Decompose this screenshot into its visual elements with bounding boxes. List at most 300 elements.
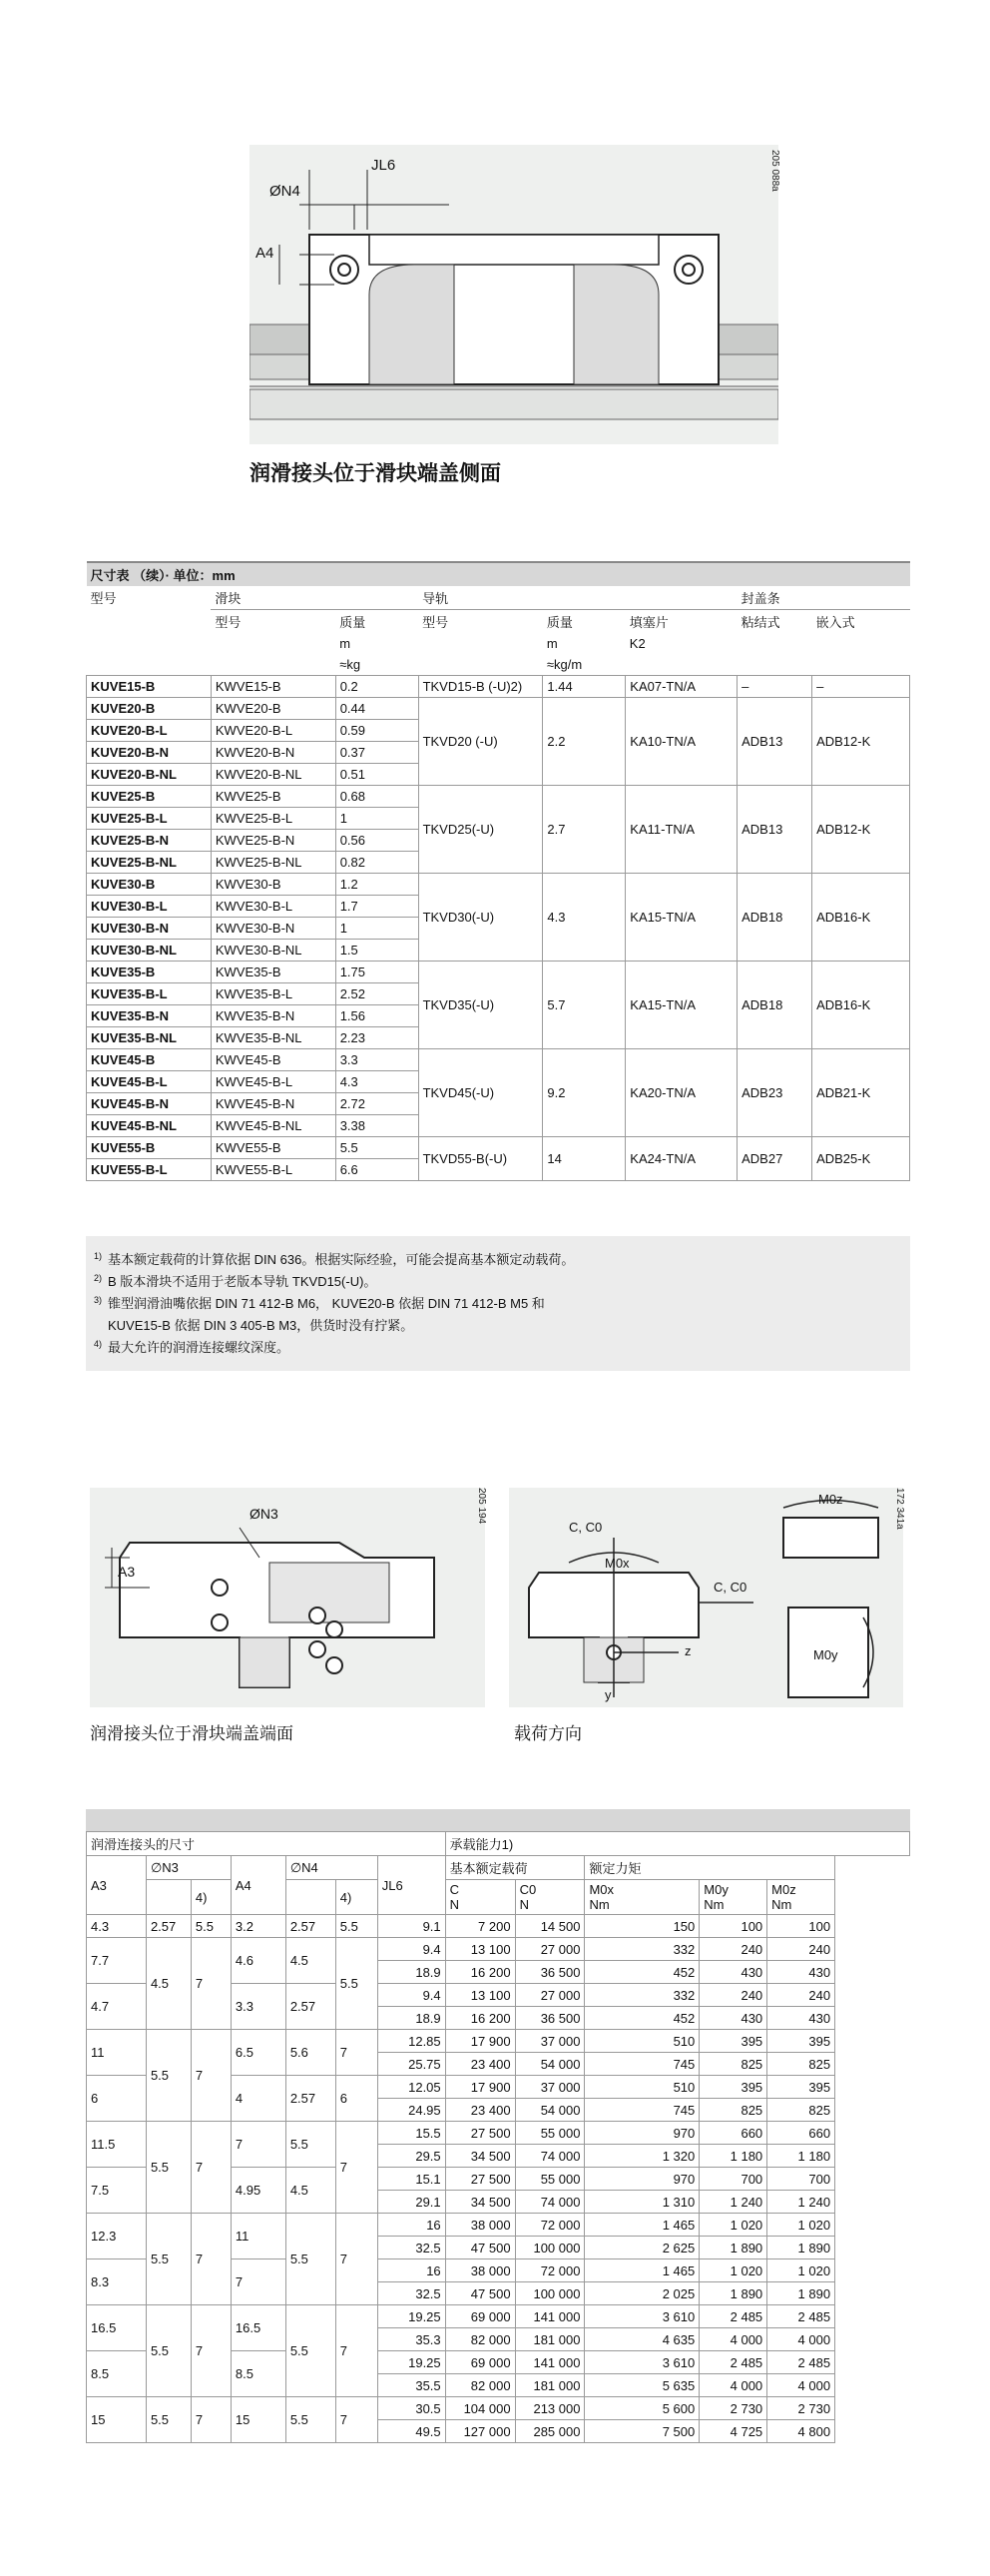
model-cell: KUVE20-B <box>87 698 212 720</box>
n4-cell: 5.5 <box>285 2122 335 2168</box>
block-mass-cell: 2.52 <box>335 983 418 1005</box>
plug-cell: KA07-TN/A <box>626 676 738 698</box>
table2-cell: 150 <box>585 1915 700 1938</box>
inlay-cell: ADB12-K <box>812 786 910 874</box>
a4-cell: 7 <box>231 2259 285 2305</box>
n4-cell: 5.6 <box>285 2030 335 2076</box>
h-jl6: JL6 <box>377 1856 445 1915</box>
a3-cell: 16.5 <box>87 2305 147 2351</box>
model-cell: KUVE25-B-NL <box>87 852 212 874</box>
table2-cell: 12.05 <box>377 2076 445 2099</box>
table2-cell: 9.4 <box>377 1938 445 1961</box>
block-end-drawing <box>90 1488 485 1707</box>
block-mass-cell: 1 <box>335 808 418 830</box>
table2-cell: 2 485 <box>700 2305 767 2328</box>
n3b-cell: 7 <box>191 2305 231 2397</box>
inlay-cell: ADB25-K <box>812 1137 910 1181</box>
rail-model-cell: TKVD25(-U) <box>418 786 543 874</box>
h-cover: 封盖条 <box>738 586 910 610</box>
figure1-code: 205 088a <box>769 150 780 192</box>
table1-row <box>87 874 910 896</box>
table2-cell: 27 500 <box>445 2168 515 2191</box>
table2-cell: 452 <box>585 2007 700 2030</box>
n3-cell: 5.5 <box>146 2397 191 2443</box>
block-mass-cell: 3.38 <box>335 1115 418 1137</box>
n3-cell: 5.5 <box>146 2030 191 2122</box>
a4-cell: 16.5 <box>231 2305 285 2351</box>
h-a3: A3 <box>87 1856 147 1915</box>
h-c-unit: N <box>449 1897 460 1912</box>
table2-cell: 332 <box>585 1938 700 1961</box>
table2-cell: 4 800 <box>767 2420 835 2443</box>
n3-cell: 5.5 <box>146 2122 191 2214</box>
block-model-cell: KWVE20-B-N <box>211 742 335 764</box>
block-model-cell: KWVE45-B-L <box>211 1071 335 1093</box>
h-plug: 填塞片 <box>629 615 669 630</box>
table2-cell: 825 <box>767 2053 835 2076</box>
table2-cell: 2 485 <box>767 2305 835 2328</box>
table2-row <box>87 2305 910 2328</box>
table1-row <box>87 1049 910 1071</box>
block-mass-cell: 5.5 <box>335 1137 418 1159</box>
n4-label: ØN4 <box>269 183 300 200</box>
table2-cell: 395 <box>700 2076 767 2099</box>
h-rail-model: 型号 <box>422 615 449 630</box>
rail-mass-cell: 1.44 <box>543 676 626 698</box>
table2-cell: 13 100 <box>445 1984 515 2007</box>
l6-label: JL6 <box>371 157 396 174</box>
model-cell: KUVE25-B <box>87 786 212 808</box>
a3-cell: 15 <box>87 2397 147 2443</box>
model-cell: KUVE35-B <box>87 962 212 983</box>
table1-notes <box>86 1236 910 1371</box>
table2-cell: 700 <box>700 2168 767 2191</box>
model-cell: KUVE55-B <box>87 1137 212 1159</box>
plug-cell: KA24-TN/A <box>626 1137 738 1181</box>
table2-cell: 69 000 <box>445 2305 515 2328</box>
table2-cell: 1 890 <box>700 2237 767 2259</box>
y-axis-label: y <box>605 1687 612 1702</box>
h-block-model: 型号 <box>215 615 242 630</box>
h-a4: A4 <box>231 1856 285 1915</box>
rail-mass-cell: 14 <box>543 1137 626 1181</box>
table2-cell: 745 <box>585 2053 700 2076</box>
h-block-mass: 质量 <box>339 615 366 630</box>
table2-cell: 2.57 <box>146 1915 191 1938</box>
block-model-cell: KWVE55-B <box>211 1137 335 1159</box>
note-mark-2: 2) <box>94 1272 103 1283</box>
block-mass-cell: 1.75 <box>335 962 418 983</box>
table2-cell: 1 020 <box>700 2259 767 2282</box>
note-text-1: 基本额定载荷的计算依据 DIN 636。根据实际经验，可能会提高基本额定动载荷。 <box>108 1252 575 1267</box>
table2-cell: 27 500 <box>445 2122 515 2145</box>
table2-cell: 141 000 <box>515 2351 585 2374</box>
h-c0-unit: N <box>519 1897 529 1912</box>
table2-cell: 332 <box>585 1984 700 2007</box>
model-cell: KUVE20-B-NL <box>87 764 212 786</box>
table2-cell: 4 000 <box>700 2374 767 2397</box>
block-model-cell: KWVE35-B-N <box>211 1005 335 1027</box>
h-mox-text: M0x <box>589 1882 615 1897</box>
table2-cell: 32.5 <box>377 2237 445 2259</box>
table2-cell: 1 890 <box>700 2282 767 2305</box>
figure2-code: 205 194 <box>476 1488 487 1525</box>
table2-cell: 2 025 <box>585 2282 700 2305</box>
table2-cell: 1 240 <box>767 2191 835 2214</box>
table2-cell: 100 <box>700 1915 767 1938</box>
block-model-cell: KWVE15-B <box>211 676 335 698</box>
note-mark-1: 1) <box>94 1250 103 1261</box>
block-model-cell: KWVE25-B-L <box>211 808 335 830</box>
table2-cell: 36 500 <box>515 1961 585 1984</box>
table2-cell: 1 020 <box>700 2214 767 2237</box>
table2-cell: 23 400 <box>445 2099 515 2122</box>
plug-cell: KA15-TN/A <box>626 874 738 962</box>
table2-cell: 452 <box>585 1961 700 1984</box>
model-cell: KUVE20-B-N <box>87 742 212 764</box>
a3-cell: 8.5 <box>87 2351 147 2397</box>
table2-cell: 27 000 <box>515 1984 585 2007</box>
table2-cell: 825 <box>700 2099 767 2122</box>
block-mass-cell: 1.56 <box>335 1005 418 1027</box>
n4-cell: 5.5 <box>285 2305 335 2397</box>
h-moy <box>700 1880 767 1915</box>
lubrication-side-figure <box>249 145 778 444</box>
table2-cell: 1 020 <box>767 2259 835 2282</box>
table2-cell: 430 <box>767 1961 835 1984</box>
rail-mass-cell: 4.3 <box>543 874 626 962</box>
note-2 <box>94 1271 902 1290</box>
h-inlay: 嵌入式 <box>815 615 855 630</box>
block-model-cell: KWVE30-B-L <box>211 896 335 918</box>
n4b-cell: 7 <box>335 2397 377 2443</box>
h-block-mass-unit1: m <box>339 636 351 651</box>
table2-cell: 745 <box>585 2099 700 2122</box>
model-cell: KUVE30-B-NL <box>87 940 212 962</box>
h-n3-fn: 4) <box>191 1880 231 1915</box>
dimension-table <box>86 561 910 1181</box>
h-moz-text: M0z <box>771 1882 796 1897</box>
table2-cell: 19.25 <box>377 2305 445 2328</box>
table1-row <box>87 676 910 698</box>
n4-cell: 4.5 <box>285 2168 335 2214</box>
block-model-cell: KWVE20-B-L <box>211 720 335 742</box>
h-moz-unit: Nm <box>771 1897 792 1912</box>
table2-row <box>87 2397 910 2420</box>
table2-cell: 54 000 <box>515 2099 585 2122</box>
table2-cell: 1 465 <box>585 2259 700 2282</box>
n3b-cell: 7 <box>191 2397 231 2443</box>
rail-mass-cell: 2.7 <box>543 786 626 874</box>
inlay-cell: ADB12-K <box>812 698 910 786</box>
model-cell: KUVE35-B-L <box>87 983 212 1005</box>
a3-cell: 12.3 <box>87 2214 147 2259</box>
table2-cell: 72 000 <box>515 2214 585 2237</box>
table2-cell: 100 000 <box>515 2282 585 2305</box>
table2-cell: 825 <box>767 2099 835 2122</box>
rail-model-cell: TKVD55-B(-U) <box>418 1137 543 1181</box>
a4-cell: 15 <box>231 2397 285 2443</box>
h-c-text: C <box>449 1882 460 1897</box>
table2-cell: 1 180 <box>767 2145 835 2168</box>
table2-row <box>87 2030 910 2053</box>
note-text-2: B 版本滑块不适用于老版本导轨 TKVD15(-U)。 <box>108 1274 377 1289</box>
table2-cell: 1 180 <box>700 2145 767 2168</box>
block-mass-cell: 0.68 <box>335 786 418 808</box>
table2-cell: 16 200 <box>445 1961 515 1984</box>
table2-cell: 4 000 <box>767 2374 835 2397</box>
table2-cell: 240 <box>767 1984 835 2007</box>
table2-cell: 29.5 <box>377 2145 445 2168</box>
table2-cell: 1 310 <box>585 2191 700 2214</box>
table2-cell: 395 <box>767 2076 835 2099</box>
table1-header-row-4 <box>87 654 910 676</box>
table2-cell: 141 000 <box>515 2305 585 2328</box>
model-cell: KUVE30-B-N <box>87 918 212 940</box>
table2-cell: 19.25 <box>377 2351 445 2374</box>
table1-row <box>87 962 910 983</box>
table2-cell: 430 <box>700 2007 767 2030</box>
model-cell: KUVE45-B-N <box>87 1093 212 1115</box>
h-c0-text: C0 <box>519 1882 537 1897</box>
table2-cell: 14 500 <box>515 1915 585 1938</box>
block-model-cell: KWVE25-B <box>211 786 335 808</box>
table2-cell: 3 610 <box>585 2351 700 2374</box>
h-plug-unit: K2 <box>629 636 646 651</box>
table2-cell: 15.1 <box>377 2168 445 2191</box>
table2-cell: 16 200 <box>445 2007 515 2030</box>
table2-cell: 510 <box>585 2030 700 2053</box>
table2-cell: 825 <box>700 2053 767 2076</box>
table2-cell: 395 <box>767 2030 835 2053</box>
table2-cell: 49.5 <box>377 2420 445 2443</box>
table2-cell: 430 <box>767 2007 835 2030</box>
n3b-cell: 7 <box>191 2122 231 2214</box>
table2-cell: 100 <box>767 1915 835 1938</box>
table2-cell: 4 725 <box>700 2420 767 2443</box>
adhesive-cell: ADB13 <box>738 786 812 874</box>
table2-cell: 2 485 <box>767 2351 835 2374</box>
block-model-cell: KWVE20-B-NL <box>211 764 335 786</box>
a4-cell: 4.95 <box>231 2168 285 2214</box>
moy-label: M0y <box>813 1647 838 1662</box>
block-mass-cell: 0.51 <box>335 764 418 786</box>
table2-cell: 285 000 <box>515 2420 585 2443</box>
h-c0 <box>515 1880 585 1915</box>
table2-cell: 1 320 <box>585 2145 700 2168</box>
n4-cell: 2.57 <box>285 2076 335 2122</box>
table2-cell: 5.5 <box>335 1915 377 1938</box>
table1-header-row-2 <box>87 610 910 634</box>
h-basic: 基本额定载荷 <box>445 1856 585 1880</box>
table2-cell: 510 <box>585 2076 700 2099</box>
h-n4: ∅N4 <box>285 1856 377 1880</box>
table2-header-row-1 <box>87 1832 910 1856</box>
table2-cell: 3.2 <box>231 1915 285 1938</box>
adhesive-cell: ADB13 <box>738 698 812 786</box>
table2-cell: 181 000 <box>515 2374 585 2397</box>
table2-row <box>87 1938 910 1961</box>
n3-cell: 4.5 <box>146 1938 191 2030</box>
table2-cell: 24.95 <box>377 2099 445 2122</box>
n3b-cell: 7 <box>191 1938 231 2030</box>
table2-cell: 55 000 <box>515 2122 585 2145</box>
plug-cell: KA10-TN/A <box>626 698 738 786</box>
block-mass-cell: 2.23 <box>335 1027 418 1049</box>
table2-cell: 2 625 <box>585 2237 700 2259</box>
table2-cell: 1 465 <box>585 2214 700 2237</box>
table2-cell: 2 730 <box>767 2397 835 2420</box>
model-cell: KUVE45-B <box>87 1049 212 1071</box>
adhesive-cell: – <box>738 676 812 698</box>
h-mox-unit: Nm <box>589 1897 610 1912</box>
table2-cell: 72 000 <box>515 2259 585 2282</box>
table2-cell: 7 500 <box>585 2420 700 2443</box>
n4b-cell: 7 <box>335 2214 377 2305</box>
table2-cell: 15.5 <box>377 2122 445 2145</box>
adhesive-cell: ADB18 <box>738 962 812 1049</box>
model-cell: KUVE35-B-N <box>87 1005 212 1027</box>
block-mass-cell: 1 <box>335 918 418 940</box>
model-cell: KUVE35-B-NL <box>87 1027 212 1049</box>
rail-model-cell: TKVD20 (-U) <box>418 698 543 786</box>
h-c <box>445 1880 515 1915</box>
load-capacity-table <box>86 1831 910 2443</box>
rail-model-cell: TKVD45(-U) <box>418 1049 543 1137</box>
block-mass-cell: 0.82 <box>335 852 418 874</box>
n4b-cell: 7 <box>335 2305 377 2397</box>
block-model-cell: KWVE30-B-NL <box>211 940 335 962</box>
h-model: 型号 <box>90 591 117 607</box>
model-cell: KUVE25-B-L <box>87 808 212 830</box>
model-cell: KUVE15-B <box>87 676 212 698</box>
a4-cell: 4 <box>231 2076 285 2122</box>
note-text-3b: KUVE15-B 依据 DIN 3 405-B M3，供货时没有拧紧。 <box>108 1318 414 1333</box>
rail-mass-cell: 9.2 <box>543 1049 626 1137</box>
table2-cell: 17 900 <box>445 2076 515 2099</box>
table2-cell: 104 000 <box>445 2397 515 2420</box>
n3-cell: 5.5 <box>146 2305 191 2397</box>
table2-band <box>86 1809 910 1831</box>
table2-cell: 25.75 <box>377 2053 445 2076</box>
adhesive-cell: ADB23 <box>738 1049 812 1137</box>
a4-cell: 8.5 <box>231 2351 285 2397</box>
table1-row <box>87 698 910 720</box>
table2-cell: 2 485 <box>700 2351 767 2374</box>
table2-cell: 82 000 <box>445 2374 515 2397</box>
block-mass-cell: 0.59 <box>335 720 418 742</box>
table2-header-row-2 <box>87 1856 910 1880</box>
a4-cell: 7 <box>231 2122 285 2168</box>
a3-cell: 8.3 <box>87 2259 147 2305</box>
table1-header-row-1 <box>87 586 910 610</box>
block-mass-cell: 1.7 <box>335 896 418 918</box>
table2-cell: 37 000 <box>515 2030 585 2053</box>
table2-cell: 970 <box>585 2168 700 2191</box>
a4-cell: 6.5 <box>231 2030 285 2076</box>
table2-cell: 36 500 <box>515 2007 585 2030</box>
a3-cell: 11 <box>87 2030 147 2076</box>
plug-cell: KA15-TN/A <box>626 962 738 1049</box>
table2-cell: 7 200 <box>445 1915 515 1938</box>
adhesive-cell: ADB27 <box>738 1137 812 1181</box>
h-moy-unit: Nm <box>704 1897 725 1912</box>
table2-cell: 16 <box>377 2214 445 2237</box>
block-mass-cell: 0.2 <box>335 676 418 698</box>
table2-cell: 2 730 <box>700 2397 767 2420</box>
plug-cell: KA20-TN/A <box>626 1049 738 1137</box>
table2-cell: 17 900 <box>445 2030 515 2053</box>
plug-cell: KA11-TN/A <box>626 786 738 874</box>
inlay-cell: ADB21-K <box>812 1049 910 1137</box>
n4-cell: 4.5 <box>285 1938 335 1984</box>
block-mass-cell: 1.5 <box>335 940 418 962</box>
figure3-code: 172 341a <box>894 1488 905 1530</box>
table2-cell: 69 000 <box>445 2351 515 2374</box>
model-cell: KUVE25-B-N <box>87 830 212 852</box>
table2-cell: 74 000 <box>515 2145 585 2168</box>
table2-cell: 1 890 <box>767 2237 835 2259</box>
table2-cell: 2.57 <box>285 1915 335 1938</box>
moz-label: M0z <box>818 1492 843 1507</box>
table2-cell: 37 000 <box>515 2076 585 2099</box>
model-cell: KUVE45-B-L <box>87 1071 212 1093</box>
table2-cell: 213 000 <box>515 2397 585 2420</box>
n3-cell: 5.5 <box>146 2214 191 2305</box>
block-model-cell: KWVE30-B <box>211 874 335 896</box>
n4-cell: 2.57 <box>285 1984 335 2030</box>
table2-cell: 4 635 <box>585 2328 700 2351</box>
table1-band-row <box>87 562 910 586</box>
block-model-cell: KWVE30-B-N <box>211 918 335 940</box>
table2-cell: 18.9 <box>377 2007 445 2030</box>
block-model-cell: KWVE55-B-L <box>211 1159 335 1181</box>
block-mass-cell: 3.3 <box>335 1049 418 1071</box>
load-direction-figure <box>509 1488 903 1707</box>
table2-cell: 240 <box>700 1938 767 1961</box>
block-model-cell: KWVE35-B-L <box>211 983 335 1005</box>
table2-cell: 1 020 <box>767 2214 835 2237</box>
n4-cell: 5.5 <box>285 2397 335 2443</box>
table2-cell: 34 500 <box>445 2191 515 2214</box>
table2-cell: 181 000 <box>515 2328 585 2351</box>
block-model-cell: KWVE35-B-NL <box>211 1027 335 1049</box>
table2-cell: 5 635 <box>585 2374 700 2397</box>
table2-cell: 430 <box>700 1961 767 1984</box>
a3-label: A3 <box>118 1564 136 1580</box>
n3b-cell: 7 <box>191 2030 231 2122</box>
table2-cell: 23 400 <box>445 2053 515 2076</box>
a3-cell: 4.7 <box>87 1984 147 2030</box>
note-text-4: 最大允许的润滑连接螺纹深度。 <box>108 1340 290 1355</box>
note-mark-4: 4) <box>94 1338 103 1349</box>
model-cell: KUVE30-B <box>87 874 212 896</box>
table1-title: 尺寸表 （续）· 单位：mm <box>87 562 910 586</box>
n3b-cell: 7 <box>191 2214 231 2305</box>
table2-cell: 13 100 <box>445 1938 515 1961</box>
block-mass-cell: 0.44 <box>335 698 418 720</box>
n4b-cell: 7 <box>335 2122 377 2214</box>
table2-cell: 1 240 <box>700 2191 767 2214</box>
n4b-cell: 5.5 <box>335 1938 377 2030</box>
block-model-cell: KWVE20-B <box>211 698 335 720</box>
table2-cell: 1 890 <box>767 2282 835 2305</box>
block-mass-cell: 1.2 <box>335 874 418 896</box>
block-model-cell: KWVE45-B <box>211 1049 335 1071</box>
a3-cell: 6 <box>87 2076 147 2122</box>
table2-cell: 700 <box>767 2168 835 2191</box>
a4-cell: 4.6 <box>231 1938 285 1984</box>
